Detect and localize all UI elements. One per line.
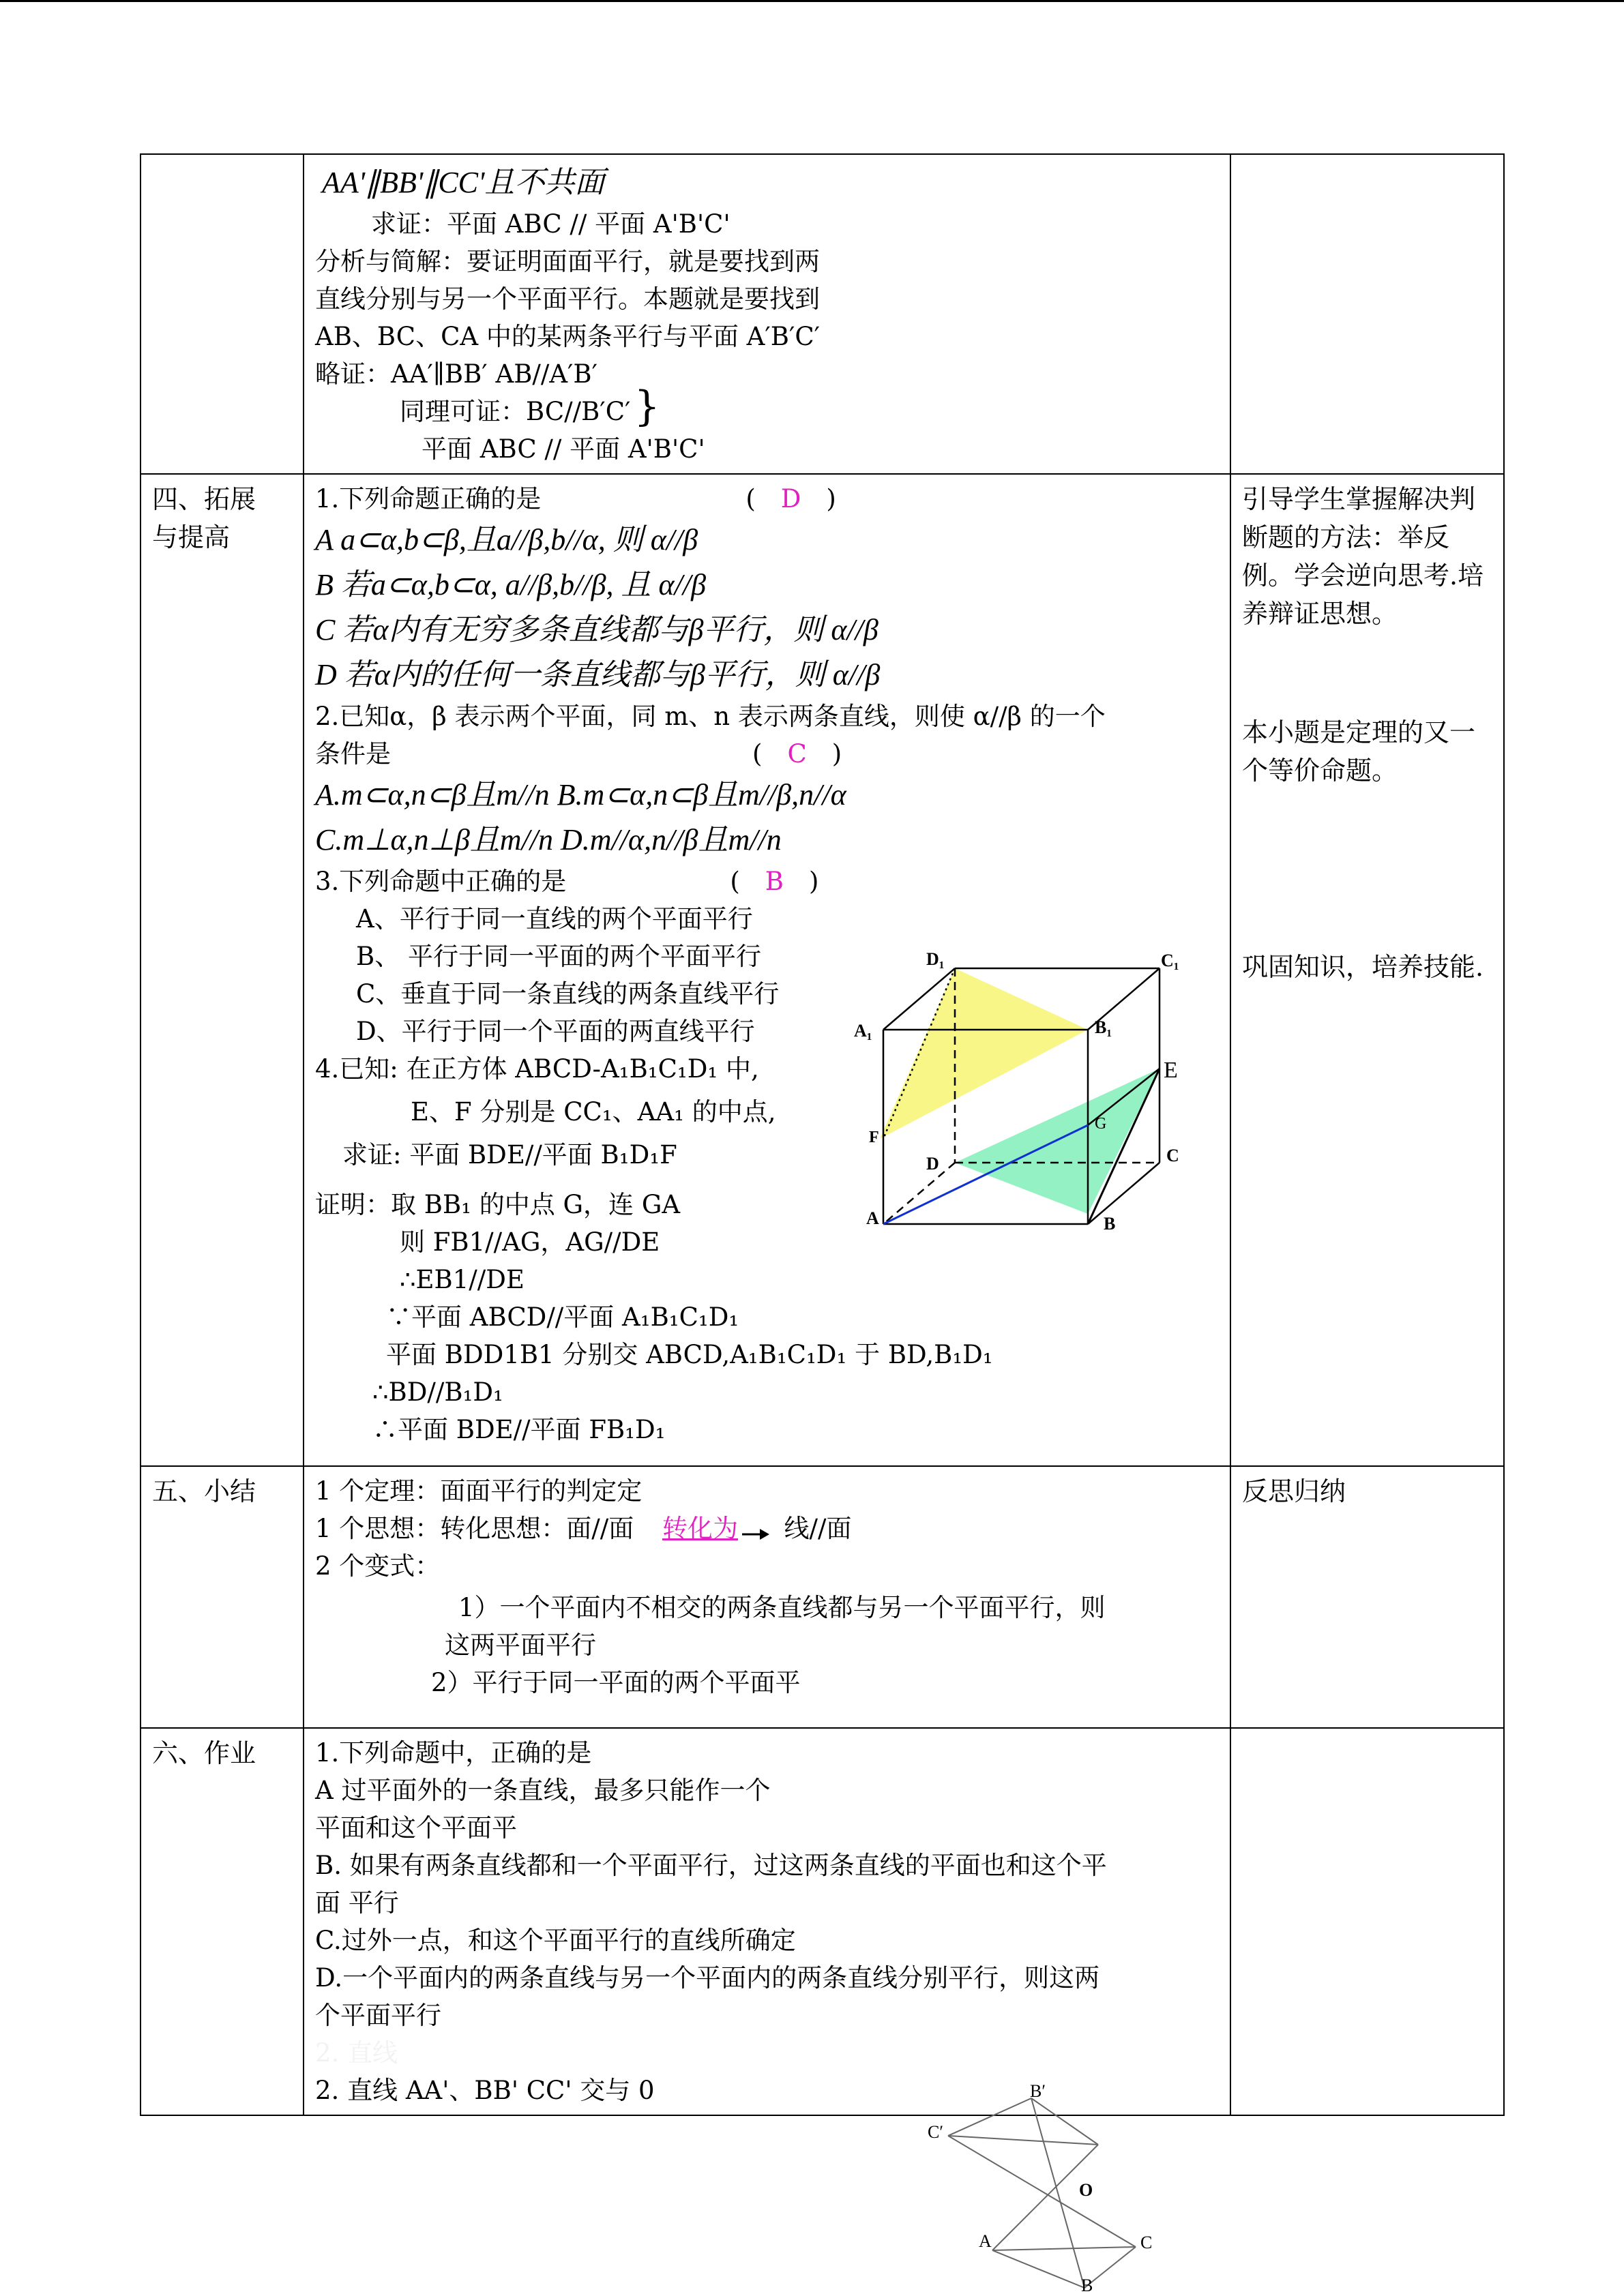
q4-proof-4: ∵平面 ABCD//平面 A₁B₁C₁D₁ [386,1302,739,1332]
hourglass-figure [928,2083,1187,2296]
hw-line-5: 面 平行 [315,1888,399,1918]
q4-line-2: E、F 分别是 CC₁、AA₁ 的中点, [411,1097,776,1127]
transform-link: 转化为 [662,1514,738,1543]
arrow-right-icon [742,1521,769,1541]
label-o: O [1079,2180,1093,2200]
summary-variant-1: 1）一个平面内不相交的两条直线都与另一个平面平行，则 [458,1593,1106,1622]
label-b: B [1081,2276,1093,2295]
analysis-line-2: 直线分别与另一个平面平行。本题就是要找到 [315,284,820,314]
q3-option-d: D、平行于同一个平面的两直线平行 [356,1017,755,1046]
cell-proof-content [304,154,1230,474]
q4-proof-1: 证明：取 BB₁ 的中点 G，连 GA [315,1190,681,1219]
q2-stem-line-1: 2.已知α，β 表示两个平面，同 m、n 表示两条直线，则使 α//β 的一个 [315,702,1106,731]
q2-answer: C [787,739,807,769]
label-b: B [1104,1214,1116,1231]
hw-line-3: 平面和这个平面平 [315,1813,517,1843]
hw-line-4: B. 如果有两条直线都和一个平面平行，过这两条直线的平面也和这个平 [315,1851,1107,1880]
q3-option-a: A、平行于同一直线的两个平面平行 [356,904,753,934]
proof-line-2: 同理可证：BC//B′C′ [400,397,631,426]
label-e: E [1164,1058,1178,1083]
q4-proof-5: 平面 BDD1B1 分别交 ABCD,A₁B₁C₁D₁ 于 BD,B₁D₁ [386,1340,993,1369]
edge-bp-b [1031,2098,1084,2288]
label-c-prime: C′ [928,2122,944,2142]
label-d1: D₁ [926,949,945,969]
cell-summary-label [141,1466,304,1728]
note-consolidate: 巩固知识，培养技能. [1242,952,1484,982]
cell-empty-note [1230,154,1504,474]
transform-arrow [662,1510,769,1547]
q2-stem-line-2: 条件是 ( C ) [315,739,842,769]
q3-answer: B [765,867,784,896]
q4-line-3: 求证: 平面 BDE//平面 B₁D₁F [342,1140,677,1169]
label-c: C [1166,1146,1179,1165]
label-c1: C₁ [1161,951,1179,970]
label-a: A [979,2231,992,2251]
q4-proof-3: ∴EB1//DE [400,1265,525,1294]
summary-variant-1-cont: 这两平面平行 [445,1630,596,1660]
label-f: F [869,1129,879,1146]
row-summary [141,1466,1504,1728]
q2-options-ab: A.m⊂α,n⊂β且m//n B.m⊂α,n⊂β且m//β,n//α [315,778,846,811]
cell-extension-notes [1230,474,1504,1466]
summary-line-1: 1 个定理：面面平行的判定定 [315,1476,643,1506]
q4-proof-2: 则 FB1//AG，AG//DE [400,1227,660,1257]
row-proof-continued [141,154,1504,474]
q1-answer: D [780,484,801,513]
cell-homework-label [141,1728,304,2115]
label-b-prime: B′ [1030,2083,1046,2101]
q3-stem: 3.下列命题中正确的是 ( B ) [315,867,819,896]
prove-statement: 求证：平面 ABC // 平面 A'B'C' [371,209,730,239]
hw-line-6: C.过外一点，和这个平面平行的直线所确定 [315,1926,796,1955]
edge-ac [992,2247,1136,2250]
hw-line-10: 2. 直线 AA'、BB' CC' 交与 0 [315,2076,655,2105]
q1-option-a: A a⊂α,b⊂β,且a//β,b//α, 则 α//β [315,523,698,556]
edge-cp-bp [948,2098,1031,2136]
plane-b1d1f-fill [880,968,1088,1139]
section-label-extension: 四、拓展与提高 [152,484,256,552]
proof-conclusion: 平面 ABC // 平面 A'B'C' [422,434,705,464]
edge-cp-right [948,2136,1098,2145]
page-top-border [0,0,1624,2]
q3-option-b: B、 平行于同一平面的两个平面平行 [356,942,761,971]
edge-bp-top [1031,2098,1098,2145]
q1-option-d: D 若α内的任何一条直线都与β平行，则 α//β [315,658,881,691]
section-label-summary: 五、小结 [152,1476,256,1506]
cell-homework-note [1230,1728,1504,2115]
q3-option-c: C、垂直于同一条直线的两条直线平行 [356,979,780,1009]
hw-line-2: A 过平面外的一条直线，最多只能作一个 [315,1776,771,1805]
note-judgment-method: 引导学生掌握解决判断题的方法：举反例。学会逆向思考.培养辩证思想。 [1242,484,1484,629]
brace-icon: } [634,383,660,430]
edge-cp-c [948,2136,1136,2247]
hw-line-8: 个平面平行 [315,2001,441,2030]
note-reflect: 反思归纳 [1242,1476,1346,1506]
lesson-plan-table [140,153,1505,2116]
cell-summary-note [1230,1466,1504,1728]
summary-thought: 1 个思想：转化思想：面//面 [315,1514,634,1543]
q1-option-b: B 若a⊂α,b⊂α, a//β,b//β, 且 α//β [315,568,706,601]
analysis-line-3: AB、BC、CA 中的某两条平行与平面 A′B′C′ [315,322,821,351]
hw-line-7: D.一个平面内的两条直线与另一个平面内的两条直线分别平行，则这两 [315,1963,1100,1993]
cell-homework-content [304,1728,1230,2115]
label-b1: B₁ [1095,1017,1112,1037]
q2-text: 条件是 [315,739,391,769]
hw-line-9-faint: 2. 直线 [315,2038,398,2068]
analysis-line-1: 分析与简解：要证明面面平行，就是要找到两 [315,247,820,276]
q2-options-cd: C.m⊥α,n⊥β且m//n D.m//α,n//β且m//n [315,823,782,856]
hw-line-1: 1.下列命题中，正确的是 [315,1738,592,1768]
note-equivalent: 本小题是定理的又一个等价命题。 [1242,717,1476,786]
label-d: D [926,1154,939,1174]
row-extension [141,474,1504,1466]
plane-bde-fill [955,1069,1160,1214]
row-homework [141,1728,1504,2115]
q4-proof-7: ∴平面 BDE//平面 FB₁D₁ [372,1415,666,1444]
cube-figure [853,944,1187,1231]
q1-stem: 1.下列命题正确的是 ( D ) [315,484,836,513]
label-a: A [866,1208,879,1228]
label-c: C [1140,2233,1153,2252]
summary-variant-2: 2）平行于同一平面的两个平面平 [431,1668,801,1697]
q1-option-c: C 若α内有无穷多条直线都与β平行，则 α//β [315,613,879,646]
summary-line-face: 线//面 [784,1514,852,1543]
summary-line-2 [315,1510,1219,1547]
cell-extension-label [141,474,304,1466]
label-a1: A₁ [854,1021,872,1041]
given-statement: AA'∥BB'∥CC'且不共面 [322,166,605,199]
q1-text: 1.下列命题正确的是 [315,484,542,513]
cell-summary-content [304,1466,1230,1728]
summary-line-3: 2 个变式： [315,1551,441,1581]
edge-da [883,1163,955,1224]
q4-line-1: 4.已知: 在正方体 ABCD-A₁B₁C₁D₁ 中, [315,1054,759,1084]
q4-proof-6: ∴BD//B₁D₁ [372,1377,503,1407]
proof-line-1: 略证：AA′∥BB′ AB//A′B′ [315,359,598,389]
cell-empty-label [141,154,304,474]
section-label-homework: 六、作业 [152,1738,256,1768]
label-g: G [1095,1115,1107,1133]
q3-text: 3.下列命题中正确的是 [315,867,567,896]
edge-ab [992,2250,1084,2288]
